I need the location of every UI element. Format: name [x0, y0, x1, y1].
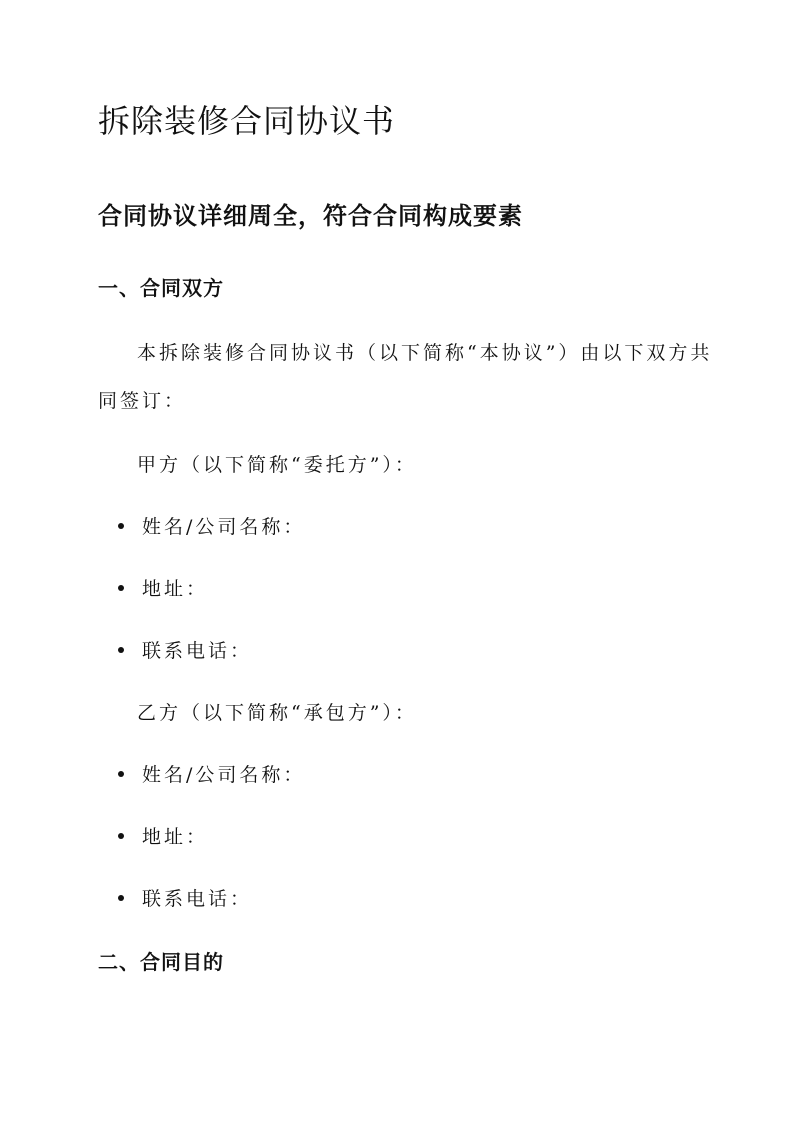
party-b-field-name [118, 760, 305, 787]
intro-paragraph-line-1: 本拆除装修合同协议书（以下简称“本协议”）由以下双方共 [137, 342, 713, 364]
bullet-icon [118, 771, 124, 777]
intro-paragraph-line-2: 同签订： [98, 390, 187, 412]
field-label: 姓名/公司名称： [142, 516, 306, 538]
bullet-icon [118, 585, 124, 591]
bullet-icon [118, 523, 124, 529]
bullet-icon [118, 647, 124, 653]
field-label: 地址： [142, 578, 209, 600]
bullet-icon [118, 833, 124, 839]
section-heading-purpose: 二、合同目的 [98, 950, 224, 974]
field-label: 地址： [142, 826, 209, 848]
party-b-field-address [118, 822, 208, 849]
bullet-icon [118, 895, 124, 901]
field-label: 姓名/公司名称： [142, 764, 306, 786]
party-a-field-name [118, 512, 305, 539]
document-title: 拆除装修合同协议书 [98, 102, 396, 140]
section-heading-parties: 一、合同双方 [98, 276, 224, 300]
field-label: 联系电话： [142, 640, 253, 662]
field-label: 联系电话： [142, 888, 253, 910]
document-subtitle: 合同协议详细周全，符合合同构成要素 [98, 201, 523, 230]
party-a-field-phone [118, 636, 252, 663]
party-b-label: 乙方（以下简称“承包方”）： [137, 702, 417, 724]
party-a-label: 甲方（以下简称“委托方”）： [137, 454, 417, 476]
party-a-field-address [118, 574, 208, 601]
party-b-field-phone [118, 884, 252, 911]
